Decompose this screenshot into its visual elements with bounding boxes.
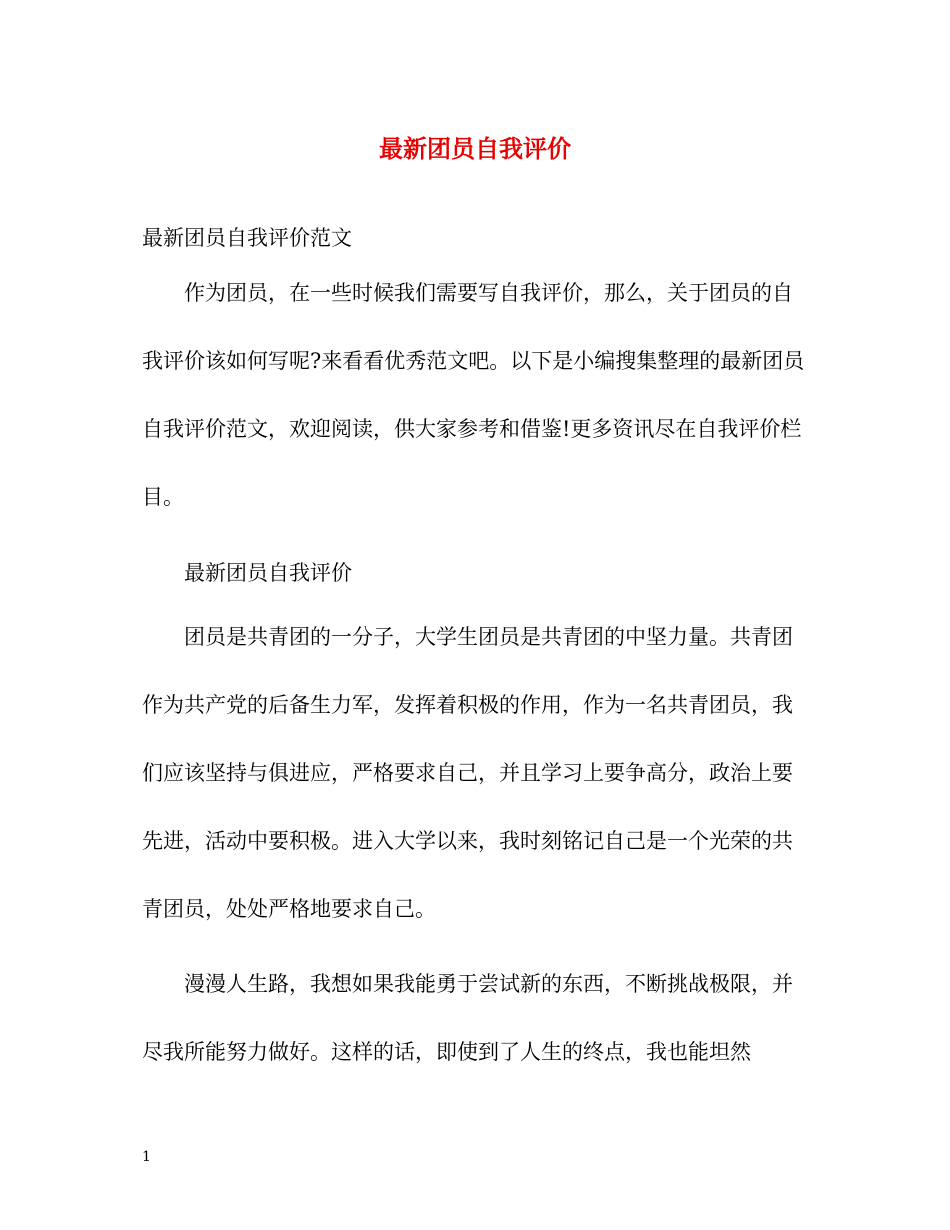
paragraph-body-2: 漫漫人生路，我想如果我能勇于尝试新的东西，不断挑战极限，并尽我所能努力做好。这样的话，即使到了人生的终点，我也能坦然 [142, 972, 793, 1064]
document-title: 最新团员自我评价 [379, 134, 571, 163]
document-subtitle: 最新团员自我评价范文 [142, 226, 352, 250]
paragraph-intro: 作为团员，在一些时候我们需要写自我评价，那么，关于团员的自我评价该如何写呢?来看看优秀范文吧。以下是小编搜集整理的最新团员自我评价范文，欢迎阅读，供大家参考和借鉴!更多资讯尽在自我评价栏目。 [142, 281, 805, 509]
section-heading: 最新团员自我评价 [184, 561, 352, 585]
paragraph-body-1: 团员是共青团的一分子，大学生团员是共青团的中坚力量。共青团作为共产党的后备生力军，发挥着积极的作用，作为一名共青团员，我们应该坚持与俱进应，严格要求自己，并且学习上要争高分，政治上要先进，活动中要积极。进入大学以来，我时刻铭记自己是一个光荣的共青团员，处处严格地要求自己。 [142, 625, 793, 921]
page-number: 1 [142, 1149, 151, 1165]
